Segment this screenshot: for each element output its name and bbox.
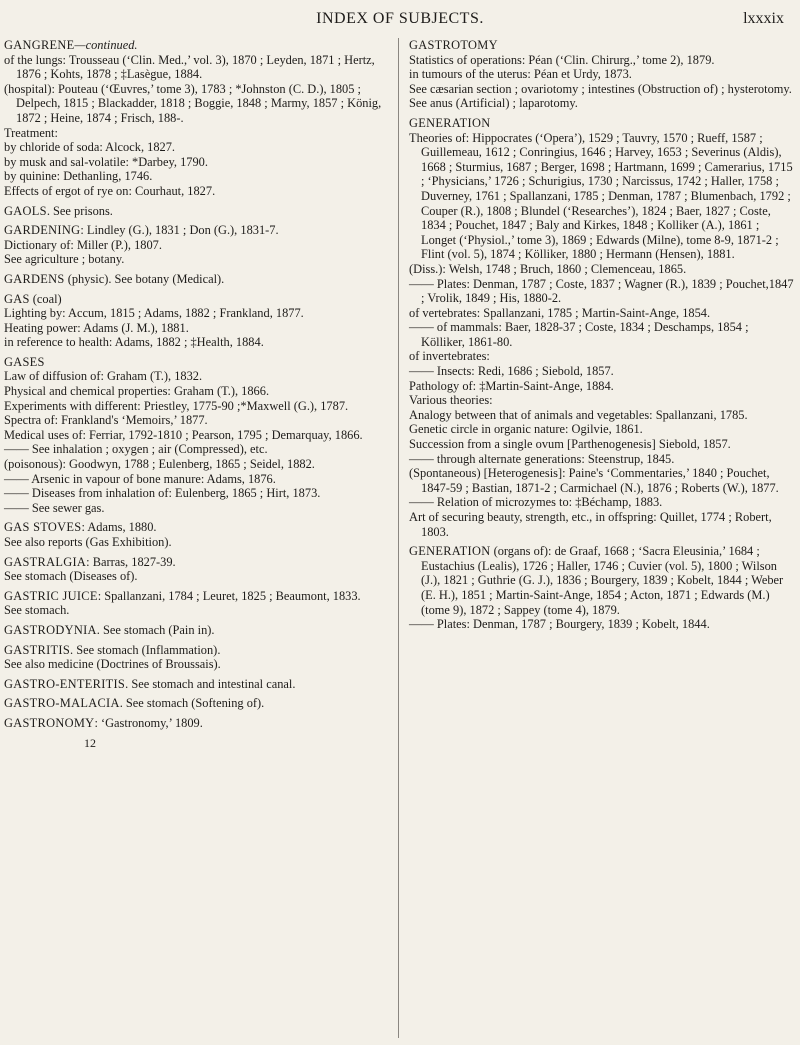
index-subentry: (hospital): Pouteau (‘Œuvres,’ tome 3), 1783 ; *Johnston (C. D.), 1805 ; Delpech, 1815 ; Blackadder, 1818 ; Boggie, 1848 ; Marmy, 1857 ; König, 1872 ; Heine, 1874 ; Frisch, 188-.	[4, 81, 382, 125]
index-entry	[4, 204, 384, 219]
page-number: lxxxix	[743, 10, 784, 27]
right-column	[409, 38, 795, 637]
index-entry	[4, 623, 384, 638]
page-title: INDEX OF SUBJECTS.	[316, 10, 484, 27]
entry-heading-text: . See prisons.	[46, 203, 113, 218]
entry-heading: GAS	[4, 291, 30, 306]
index-subentry: Law of diffusion of: Graham (T.), 1832.	[4, 369, 203, 384]
left-column	[4, 38, 384, 750]
index-subentry: Art of securing beauty, strength, etc., in offspring: Quillet, 1774 ; Robert, 1803.	[409, 510, 772, 539]
index-entry	[4, 520, 384, 549]
index-subentry: in tumours of the uterus: Péan et Urdy, 1873.	[409, 67, 632, 82]
index-subentry: of the lungs: Trousseau (‘Clin. Med.,’ vol. 3), 1870 ; Leyden, 1871 ; Hertz, 1876 ; Kohts, 1878 ; ‡Lasègue, 1884.	[4, 52, 375, 82]
entry-heading: GASTRIC JUICE	[4, 588, 98, 603]
index-subentry: —— Plates: Denman, 1787 ; Bourgery, 1839 ; Kobelt, 1844.	[409, 617, 710, 632]
entry-heading: GANGRENE	[4, 38, 75, 52]
index-entry	[4, 589, 384, 618]
index-entry	[4, 696, 384, 711]
entry-heading: GAS STOVES	[4, 520, 82, 535]
index-subentry: —— See inhalation ; oxygen ; air (Compressed), etc.	[4, 442, 268, 457]
entry-heading: GAOLS	[4, 203, 47, 218]
entry-heading-text: : Barras, 1827-39.	[86, 554, 176, 569]
index-entry	[4, 643, 384, 672]
entry-heading-text: (coal)	[29, 291, 62, 306]
index-subentry: Succession from a single ovum [Parthenogenesis] Siebold, 1857.	[409, 437, 731, 452]
index-subentry: Genetic circle in organic nature: Ogilvie, 1861.	[409, 422, 643, 437]
index-subentry: See stomach (Diseases of).	[4, 569, 138, 584]
entry-heading: GASTRO-ENTERITIS	[4, 676, 126, 691]
entry-heading-text: . See stomach (Pain in).	[96, 622, 215, 637]
index-subentry: Spectra of: Frankland's ‘Memoirs,’ 1877.	[4, 413, 208, 428]
entry-heading: GASTRO-MALACIA	[4, 696, 120, 711]
index-subentry: —— Insects: Redi, 1686 ; Siebold, 1857.	[409, 364, 614, 379]
index-subentry: (poisonous): Goodwyn, 1788 ; Eulenberg, 1865 ; Seidel, 1882.	[4, 457, 315, 472]
entry-heading: GASTRODYNIA	[4, 622, 97, 637]
index-subentry: —— Arsenic in vapour of bone manure: Adams, 1876.	[4, 471, 276, 486]
index-entry	[4, 292, 384, 350]
index-subentry: See cæsarian section ; ovariotomy ; intestines (Obstruction of) ; hysterotomy.	[409, 81, 792, 96]
index-entry	[4, 38, 384, 199]
index-entry	[4, 716, 384, 731]
index-subentry: Theories of: Hippocrates (‘Opera’), 1529 ; Tauvry, 1570 ; Rueff, 1587 ; Guillemeau, 1612 ; Conringius, 1646 ; Harvey, 1653 ; Severinus (Aldis), 1668 ; Sturmius, 1687 ; Berger, 1698 ; Hartmann, 1699 ; Camerarius, 1715 ; ‘Physicians,’ 1726 ; Schurigius, 1730 ; Narcissus, 1742 ; Haller, 1758 ; Duverney, 1761 ; Spallanzani, 1785 ; Denman, 1787 ; Blumenbach, 1792 ; Couper (R.), 1808 ; Blundel (‘Researches’), 1824 ; Baer, 1827 ; Coste, 1834 ; Pouchet, 1847 ; Baly and Kirkes, 1848 ; Kolliker (A.), 1861 ; Longet (‘Physiol.,’ tome 3), 1869 ; Edwards (Milne), tome 8-9, 1871-2 ; Flint (vol. 5), 1874 ; Kölliker, 1880 ; Hermann (Hensen), 1881.	[409, 130, 793, 262]
index-subentry: Dictionary of: Miller (P.), 1807.	[4, 237, 162, 252]
index-entry	[409, 116, 795, 539]
signature-mark: 12	[84, 735, 96, 750]
index-subentry: See also medicine (Doctrines of Broussais).	[4, 657, 221, 672]
entry-heading: GENERATION	[409, 115, 491, 130]
index-subentry: of vertebrates: Spallanzani, 1785 ; Martin-Saint-Ange, 1854.	[409, 305, 711, 320]
index-entry	[4, 223, 384, 267]
index-subentry: (Spontaneous) [Heterogenesis]: Paine's ‘Commentaries,’ 1840 ; Pouchet, 1847-59 ; Bastian, 1871-2 ; Carmichael (N.), 1876 ; Roberts (W.), 1877.	[409, 466, 779, 495]
index-entry	[4, 555, 384, 584]
index-subentry: in reference to health: Adams, 1882 ; ‡Health, 1884.	[4, 335, 264, 350]
index-entry	[409, 544, 795, 632]
index-subentry: (Diss.): Welsh, 1748 ; Bruch, 1860 ; Clemenceau, 1865.	[409, 261, 687, 276]
index-subentry: —— Diseases from inhalation of: Eulenberg, 1865 ; Hirt, 1873.	[4, 486, 321, 501]
index-subentry: Lighting by: Accum, 1815 ; Adams, 1882 ; Frankland, 1877.	[4, 306, 304, 321]
entry-heading-text: —continued.	[74, 38, 138, 52]
index-subentry: —— Relation of microzymes to: ‡Béchamp, 1883.	[409, 495, 663, 510]
entry-heading-text: . See stomach (Softening of).	[119, 696, 265, 711]
index-subentry: See anus (Artificial) ; laparotomy.	[409, 96, 578, 111]
page-header	[0, 10, 800, 32]
index-subentry: —— Plates: Denman, 1787 ; Coste, 1837 ; Wagner (R.), 1839 ; Pouchet,1847 ; Vrolik, 1849 ; His, 1880-2.	[409, 276, 794, 306]
entry-heading: GARDENS	[4, 271, 65, 286]
index-subentry: —— See sewer gas.	[4, 500, 105, 515]
index-subentry: —— through alternate generations: Steenstrup, 1845.	[409, 451, 675, 466]
index-subentry: Various theories:	[409, 393, 493, 408]
entry-heading-text: (physic). See botany (Medical).	[64, 271, 225, 286]
index-entry	[4, 677, 384, 692]
index-entry	[4, 272, 384, 287]
entry-heading-text: : ‘Gastronomy,’ 1809.	[94, 715, 203, 730]
entry-heading: GARDENING	[4, 223, 81, 238]
entry-heading-text: : Adams, 1880.	[81, 520, 157, 535]
index-subentry: Treatment:	[4, 125, 58, 140]
index-subentry: Physical and chemical properties: Graham (T.), 1866.	[4, 384, 270, 399]
index-subentry: Pathology of: ‡Martin-Saint-Ange, 1884.	[409, 378, 614, 393]
entry-heading: GASES	[4, 354, 45, 369]
entry-heading-text: : Lindley (G.), 1831 ; Don (G.), 1831-7.	[80, 223, 279, 238]
index-subentry: Effects of ergot of rye on: Courhaut, 1827.	[4, 183, 216, 198]
entry-heading: GASTRALGIA	[4, 554, 87, 569]
index-subentry: See also reports (Gas Exhibition).	[4, 535, 172, 549]
index-subentry: of invertebrates:	[409, 349, 490, 364]
index-subentry: Statistics of operations: Péan (‘Clin. Chirurg.,’ tome 2), 1879.	[409, 52, 715, 67]
index-subentry: Heating power: Adams (J. M.), 1881.	[4, 320, 189, 335]
entry-heading: GASTRITIS	[4, 642, 71, 657]
index-subentry: Experiments with different: Priestley, 1775-90 ;*Maxwell (G.), 1787.	[4, 398, 349, 413]
index-subentry: by chloride of soda: Alcock, 1827.	[4, 140, 176, 155]
entry-heading: GASTROTOMY	[409, 38, 498, 52]
index-subentry: Medical uses of: Ferriar, 1792-1810 ; Pearson, 1795 ; Demarquay, 1866.	[4, 427, 363, 442]
index-subentry: —— of mammals: Baer, 1828-37 ; Coste, 1834 ; Deschamps, 1854 ; Kölliker, 1861-80.	[409, 320, 749, 349]
index-subentry: See agriculture ; botany.	[4, 252, 125, 267]
index-subentry: by quinine: Dethanling, 1746.	[4, 169, 153, 184]
entry-heading-text: (organs of): de Graaf, 1668 ; ‘Sacra Eleusinia,’ 1684 ; Eustachius (Lealis), 1726 ; Haller, 1746 ; Cuvier (vol. 5), 1800 ; Wilson (J.), 1821 ; Guthrie (G. J.), 1836 ; Bourgery, 1839 ; Kobelt, 1844 ; Weber (E. H.), 1851 ; Martin-Saint-Ange, 1854 ; Acton, 1871 ; Edwards (M.) (tome 9), 1872 ; Sappey (tome 4), 1879.	[421, 544, 784, 617]
index-entry	[409, 38, 795, 111]
entry-heading: GENERATION	[409, 544, 491, 559]
entry-heading-text: . See stomach and intestinal canal.	[125, 676, 296, 691]
column-divider	[398, 38, 399, 1038]
entry-heading-text: : Spallanzani, 1784 ; Leuret, 1825 ; Beaumont, 1833.	[97, 588, 361, 603]
index-subentry: by musk and sal-volatile: *Darbey, 1790.	[4, 154, 208, 169]
entry-heading-text: . See stomach (Inflammation).	[70, 642, 221, 657]
index-subentry: See stomach.	[4, 603, 70, 618]
index-subentry: Analogy between that of animals and vegetables: Spallanzani, 1785.	[409, 407, 748, 422]
entry-heading: GASTRONOMY	[4, 715, 95, 730]
index-entry	[4, 355, 384, 516]
